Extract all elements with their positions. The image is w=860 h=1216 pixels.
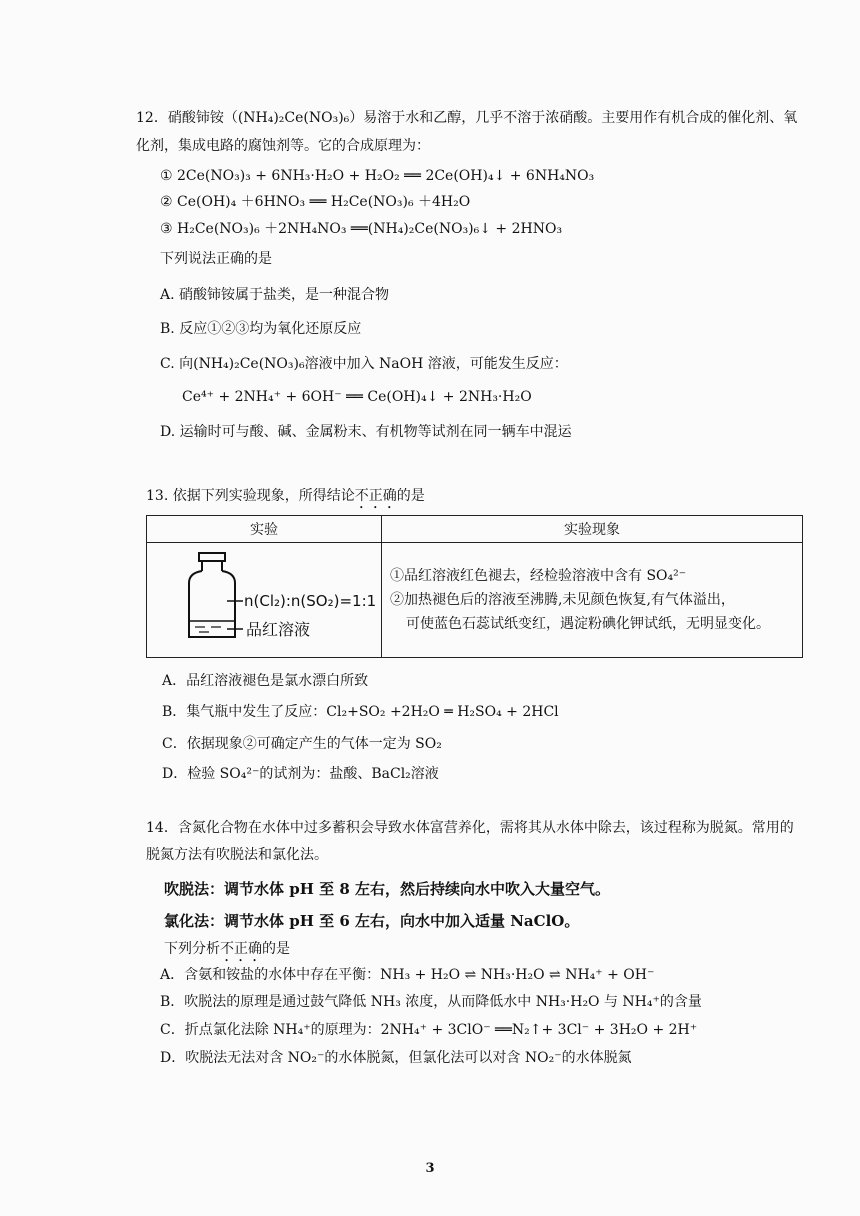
q12-stem-line1: 12．硝酸铈铵（(NH₄)₂Ce(NO₃)₆）易溶于水和乙醇，几乎不溶于浓硝酸。主要用作有机合成的催化剂、氧 — [136, 110, 798, 126]
phenomenon-cell — [382, 543, 803, 658]
q13-stem-post: 的是 — [396, 488, 425, 504]
q12-prompt: 下列说法正确的是 — [160, 251, 272, 267]
q14-method-blowoff: 吹脱法：调节水体 pH 至 8 左右，然后持续向水中吹入大量空气。 — [164, 880, 610, 898]
apparatus-label-solution: 品红溶液 — [246, 620, 311, 639]
q14-stem-line1: 14．含氮化合物在水体中过多蓄积会导致水体富营养化，需将其从水体中除去，该过程称为脱氮。常用的 — [146, 820, 794, 836]
q13-stem — [146, 487, 425, 512]
q14-method-chlorination: 氯化法：调节水体 pH 至 6 左右，向水中加入适量 NaClO。 — [164, 912, 580, 930]
q12-option-a: A. 硝酸铈铵属于盐类，是一种混合物 — [160, 287, 390, 303]
phenomenon-3: 可使蓝色石蕊试纸变红，遇淀粉碘化钾试纸，无明显变化。 — [406, 616, 770, 632]
q13-stem-pre: 13. 依据下列实验现象，所得结论 — [146, 488, 355, 504]
q14-option-c: C．折点氯化法除 NH₄⁺的原理为：2NH₄⁺ + 3ClO⁻ ══N₂↑+ 3Cl⁻ + 3H₂O + 2H⁺ — [160, 1022, 698, 1038]
phenomenon-1: ①品红溶液红色褪去，经检验溶液中含有 SO₄²⁻ — [390, 568, 687, 584]
apparatus-label-gas-ratio: n(Cl₂):n(SO₂)=1:1 — [244, 592, 377, 610]
q13-option-b: B．集气瓶中发生了反应：Cl₂+SO₂ +2H₂O ═ H₂SO₄ + 2HCl — [162, 704, 559, 720]
q12-reaction-1: ① 2Ce(NO₃)₃ + 6NH₃·H₂O + H₂O₂ ══ 2Ce(OH)₄↓ + 6NH₄NO₃ — [160, 168, 595, 184]
q14-stem-line2: 脱氮方法有吹脱法和氯化法。 — [146, 847, 328, 863]
q13-stem-emphasis: 不正确 — [354, 488, 397, 504]
apparatus-cell — [147, 543, 382, 658]
q12-reaction-2: ② Ce(OH)₄ ＋6HNO₃ ══ H₂Ce(NO₃)₆ ＋4H₂O — [160, 194, 471, 210]
q12-option-c-equation: Ce⁴⁺ + 2NH₄⁺ + 6OH⁻ ══ Ce(OH)₄↓ + 2NH₃·H₂O — [182, 389, 532, 405]
q14-option-d: D．吹脱法无法对含 NO₂⁻的水体脱氮，但氯化法可以对含 NO₂⁻的水体脱氮 — [160, 1050, 632, 1066]
q12-reaction-3: ③ H₂Ce(NO₃)₆ ＋2NH₄NO₃ ══(NH₄)₂Ce(NO₃)₆↓ + 2HNO₃ — [160, 221, 563, 237]
q12-option-d: D. 运输时可与酸、碱、金属粉末、有机物等试剂在同一辆车中混运 — [160, 424, 572, 440]
experiment-table — [146, 515, 803, 658]
table-header-experiment: 实验 — [147, 516, 382, 543]
q14-option-b: B．吹脱法的原理是通过鼓气降低 NH₃ 浓度，从而降低水中 NH₃·H₂O 与 NH₄⁺的含量 — [160, 994, 702, 1010]
q14-prompt-post: 的是 — [262, 941, 290, 957]
phenomenon-2: ②加热褪色后的溶液至沸腾,未见颜色恢复,有气体溢出， — [390, 592, 735, 608]
q12-stem-line2: 化剂，集成电路的腐蚀剂等。它的合成原理为： — [136, 138, 430, 154]
q14-option-a: A．含氨和铵盐的水体中存在平衡：NH₃ + H₂O ⇌ NH₃·H₂O ⇌ NH₄⁺ + OH⁻ — [160, 967, 655, 983]
gas-bottle-diagram — [147, 543, 381, 657]
q14-prompt-pre: 下列分析 — [164, 941, 220, 957]
q12-option-b: B. 反应①②③均为氧化还原反应 — [160, 321, 362, 337]
q13-option-a: A．品红溶液褪色是氯水漂白所致 — [162, 673, 369, 689]
page-number: 3 — [425, 1161, 435, 1176]
q13-option-d: D．检验 SO₄²⁻的试剂为：盐酸、BaCl₂溶液 — [162, 766, 439, 782]
q14-prompt-emphasis: 不正确 — [220, 941, 262, 957]
q13-option-c: C．依据现象②可确定产生的气体一定为 SO₂ — [162, 736, 442, 752]
table-header-phenomenon: 实验现象 — [382, 516, 803, 543]
q14-prompt — [164, 940, 290, 965]
q12-option-c: C. 向(NH₄)₂Ce(NO₃)₆溶液中加入 NaOH 溶液，可能发生反应： — [160, 356, 568, 372]
